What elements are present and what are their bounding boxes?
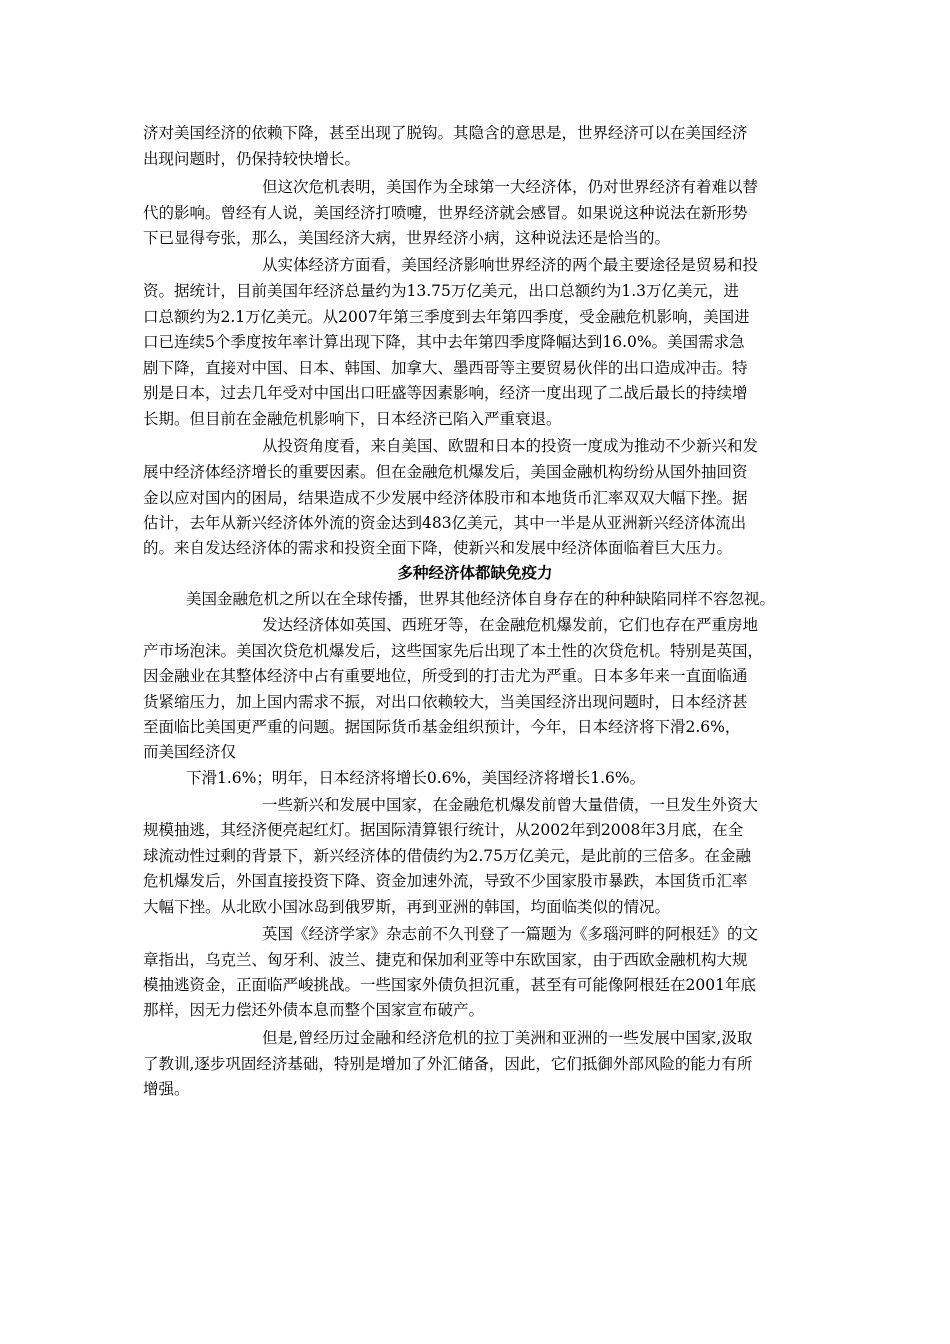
text-line: 模抽逃资金，正面临严峻挑战。一些国家外债负担沉重，甚至有可能像阿根廷在2001年底 — [143, 976, 756, 994]
text-line: 规模抽逃，其经济便亮起红灯。据国际清算银行统计，从2002年到2008年3月底，在全 — [143, 821, 744, 839]
text-line: 别是日本，过去几年受对中国出口旺盛等因素影响，经济一度出现了二战后最长的持续增 — [143, 384, 748, 402]
text-line: 剧下降，直接对中国、日本、韩国、加拿大、墨西哥等主要贸易伙伴的出口造成冲击。特 — [143, 359, 748, 377]
text-line: 美国金融危机之所以在全球传播，世界其他经济体自身存在的种种缺陷同样不容忽视。 — [186, 590, 776, 608]
text-line: 济对美国经济的依赖下降，甚至出现了脱钩。其隐含的意思是，世界经济可以在美国经济 — [143, 124, 748, 142]
text-line: 金以应对国内的困局，结果造成不少发展中经济体股市和本地货币汇率双双大幅下挫。据 — [143, 489, 748, 507]
section-heading: 多种经济体都缺免疫力 — [397, 563, 553, 582]
text-line: 下已显得夸张，那么，美国经济大病，世界经济小病，这种说法还是恰当的。 — [143, 229, 671, 247]
text-line: 增强。 — [143, 1080, 190, 1098]
text-line: 危机爆发后，外国直接投资下降、资金加速外流，导致不少国家股市暴跌，本国货币汇率 — [143, 872, 748, 890]
text-line: 至面临比美国更严重的问题。据国际货币基金组织预计，今年，日本经济将下滑2.6%， — [143, 718, 741, 736]
text-line: 大幅下挫。从北欧小国冰岛到俄罗斯，再到亚洲的韩国，均面临类似的情况。 — [143, 898, 671, 916]
text-line: 代的影响。曾经有人说，美国经济打喷嚏，世界经济就会感冒。如果说这种说法在新形势 — [143, 204, 748, 222]
text-line: 的。来自发达经济体的需求和投资全面下降，使新兴和发展中经济体面临着巨大压力。 — [143, 539, 733, 557]
text-line: 一些新兴和发展中国家，在金融危机爆发前曾大量借债，一旦发生外资大 — [262, 796, 759, 814]
text-line: 那样，因无力偿还外债本息而整个国家宣布破产。 — [143, 1001, 485, 1019]
text-line: 估计，去年从新兴经济体外流的资金达到483亿美元，其中一半是从亚洲新兴经济体流出 — [143, 514, 747, 532]
text-line: 口总额约为2.1万亿美元。从2007年第三季度到去年第四季度，受金融危机影响，美国进 — [143, 308, 750, 326]
text-line: 球流动性过剩的背景下，新兴经济体的借债约为2.75万亿美元，是此前的三倍多。在金融 — [143, 847, 752, 865]
text-line: 英国《经济学家》杂志前不久刊登了一篇题为《多瑙河畔的阿根廷》的文 — [262, 925, 759, 943]
text-line: 从实体经济方面看，美国经济影响世界经济的两个最主要途径是贸易和投 — [262, 256, 759, 274]
text-line: 展中经济体经济增长的重要因素。但在金融危机爆发后，美国金融机构纷纷从国外抽回资 — [143, 463, 748, 481]
text-line: 了教训,逐步巩固经济基础，特别是增加了外汇储备，因此，它们抵御外部风险的能力有所 — [143, 1055, 753, 1073]
text-line: 从投资角度看，来自美国、欧盟和日本的投资一度成为推动不少新兴和发 — [262, 437, 759, 455]
text-line: 但这次危机表明，美国作为全球第一大经济体，仍对世界经济有着难以替 — [262, 178, 759, 196]
text-line: 下滑1.6%；明年，日本经济将增长0.6%，美国经济将增长1.6%。 — [186, 769, 646, 787]
text-line: 出现问题时，仍保持较快增长。 — [143, 150, 361, 168]
text-line: 资。据统计，目前美国年经济总量约为13.75万亿美元，出口总额约为1.3万亿美元，进 — [143, 282, 740, 300]
text-line: 章指出，乌克兰、匈牙利、波兰、捷克和保加利亚等中东欧国家，由于西欧金融机构大规 — [143, 951, 748, 969]
text-line: 而美国经济仅 — [143, 743, 237, 761]
text-line: 发达经济体如英国、西班牙等，在金融危机爆发前，它们也存在严重房地 — [262, 616, 759, 634]
text-line: 产市场泡沫。美国次贷危机爆发后，这些国家先后出现了本土性的次贷危机。特别是英国， — [143, 642, 764, 660]
text-line: 货紧缩压力，加上国内需求不振，对出口依赖较大，当美国经济出现问题时，日本经济甚 — [143, 693, 748, 711]
text-line: 但是,曾经历过金融和经济危机的拉丁美洲和亚洲的一些发展中国家,汲取 — [262, 1029, 753, 1047]
text-line: 长期。但目前在金融危机影响下，日本经济已陷入严重衰退。 — [143, 410, 562, 428]
text-line: 因金融业在其整体经济中占有重要地位，所受到的打击尤为严重。日本多年来一直面临通 — [143, 667, 748, 685]
text-line: 口已连续5个季度按年率计算出现下降，其中去年第四季度降幅达到16.0%。美国需求急 — [143, 333, 745, 351]
